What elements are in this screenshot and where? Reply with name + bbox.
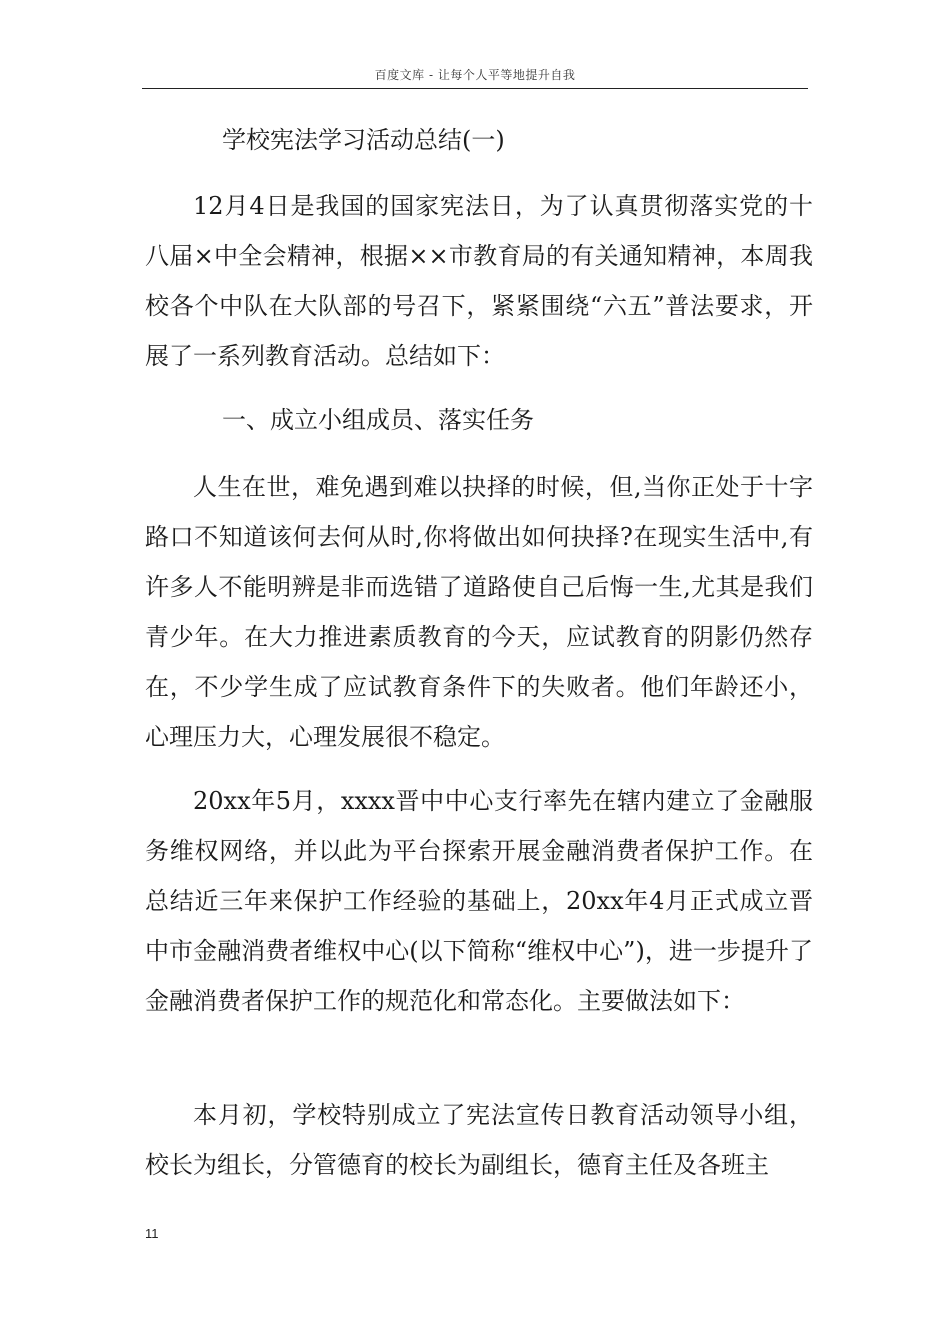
page-header: 百度文库 - 让每个人平等地提升自我	[374, 68, 576, 82]
document-title: 学校宪法学习活动总结(一)	[222, 126, 505, 154]
paragraph-intro: 12月4日是我国的国家宪法日，为了认真贯彻落实党的十八届×中全会精神，根据××市教育局的有关通知精神，本周我校各个中队在大队部的号召下，紧紧围绕“六五”普法要求，开展了一系列教育活动。总结如下：	[145, 192, 813, 370]
section-heading: 一、成立小组成员、落实任务	[222, 406, 534, 434]
paragraph-finance-center: 20xx年5月，xxxx晋中中心支行率先在辖内建立了金融服务维权网络，并以此为平台探索开展金融消费者保护工作。在总结近三年来保护工作经验的基础上，20xx年4月正式成立晋中市金融消费者维权中心(以下简称“维权中心”)，进一步提升了金融消费者保护工作的规范化和常态化。主要做法如下：	[145, 787, 813, 1015]
paragraph-leadership-group: 本月初，学校特别成立了宪法宣传日教育活动领导小组，校长为组长，分管德育的校长为副组长，德育主任及各班主	[145, 1101, 813, 1179]
page-number: 11	[145, 1226, 159, 1241]
header-divider	[142, 88, 808, 89]
paragraph-life-choices: 人生在世，难免遇到难以抉择的时候，但,当你正处于十字路口不知道该何去何从时,你将做出如何抉择?在现实生活中,有许多人不能明辨是非而选错了道路使自己后悔一生,尤其是我们青少年。在大力推进素质教育的今天，应试教育的阴影仍然存在，不少学生成了应试教育条件下的失败者。他们年龄还小，心理压力大，心理发展很不稳定。	[145, 473, 813, 751]
